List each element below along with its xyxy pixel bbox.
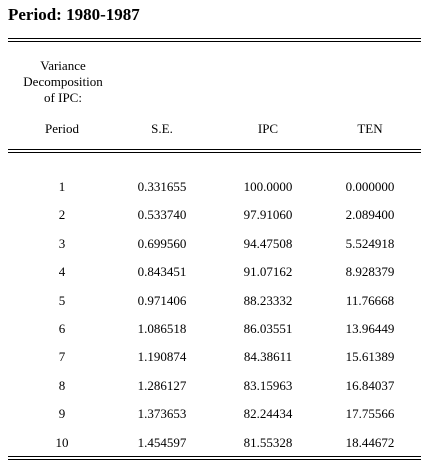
cell-se: 1.454597 [137,435,187,450]
table-bottom-rule [8,456,421,460]
cell-ten: 0.000000 [345,179,395,194]
cell-period: 3 [58,236,66,251]
cell-se: 1.286127 [137,378,187,393]
cell-period: 1 [58,179,66,194]
cell-ipc: 83.15963 [243,378,293,393]
cell-ipc: 100.0000 [243,179,293,194]
label-line: Variance [40,58,86,73]
cell-ten: 8.928379 [345,264,395,279]
cell-se: 0.533740 [137,207,187,222]
label-line: Decomposition [23,74,103,89]
table-top-rule [8,38,421,42]
cell-period: 2 [58,207,66,222]
cell-ipc: 88.23332 [243,293,293,308]
cell-ipc: 97.91060 [243,207,293,222]
cell-se: 1.086518 [137,321,187,336]
cell-period: 6 [58,321,66,336]
column-header-period: Period [45,121,79,136]
cell-ipc: 94.47508 [243,236,293,251]
cell-period: 9 [58,406,66,421]
cell-se: 0.971406 [137,293,187,308]
cell-ten: 2.089400 [345,207,395,222]
column-header-ten: TEN [357,121,383,136]
cell-ten: 15.61389 [345,349,395,364]
column-header-ipc: IPC [257,121,279,136]
cell-ten: 18.44672 [345,435,395,450]
cell-period: 7 [58,349,66,364]
cell-se: 1.373653 [137,406,187,421]
cell-period: 5 [58,293,66,308]
cell-ten: 13.96449 [345,321,395,336]
cell-ten: 5.524918 [345,236,395,251]
cell-ipc: 82.24434 [243,406,293,421]
column-header-se: S.E. [151,121,173,136]
cell-ipc: 86.03551 [243,321,293,336]
variance-decomposition-label [8,58,118,106]
cell-ten: 16.84037 [345,378,395,393]
page-title: Period: 1980-1987 [8,5,140,24]
cell-ipc: 91.07162 [243,264,293,279]
cell-se: 0.699560 [137,236,187,251]
cell-ipc: 81.55328 [243,435,293,450]
cell-period: 8 [58,378,66,393]
cell-se: 0.843451 [137,264,187,279]
cell-se: 1.190874 [137,349,187,364]
header-rule [8,149,421,153]
label-line: of IPC: [44,90,82,105]
cell-period: 10 [55,435,69,450]
cell-ten: 17.75566 [345,406,395,421]
cell-period: 4 [58,264,66,279]
cell-ten: 11.76668 [345,293,395,308]
cell-ipc: 84.38611 [243,349,293,364]
cell-se: 0.331655 [137,179,187,194]
